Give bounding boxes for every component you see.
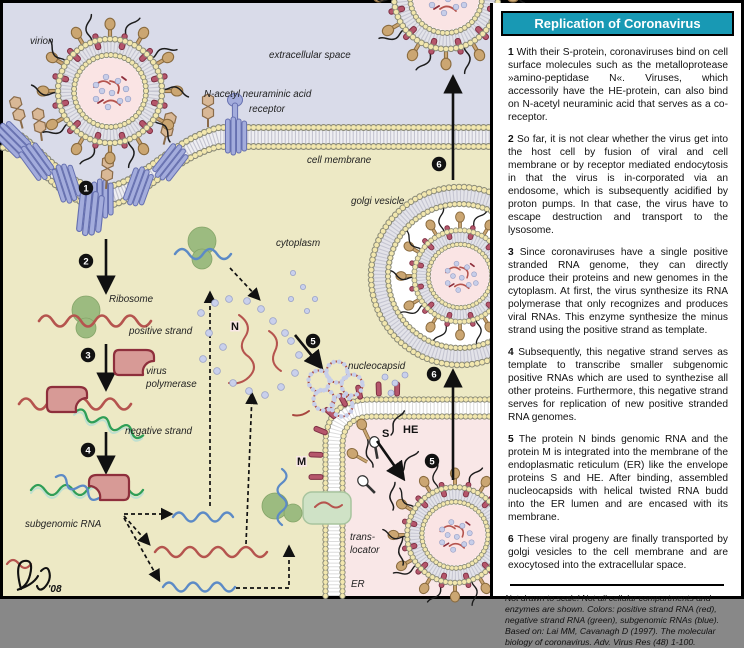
svg-text:6: 6: [431, 369, 437, 381]
footnote: [493, 593, 741, 648]
svg-text:5: 5: [429, 456, 435, 468]
svg-text:6: 6: [436, 159, 442, 171]
step-marker-2: [79, 254, 93, 268]
step-paragraph-1: 1 With their S-protein, coronaviruses bind on cell surface molecules such as the metalloprotease »amino-peptidase N«. Viruses, which accessorily have the HE-protein, can also bind on N-acetyl neuraminic acid that serves as a co-receptor.: [508, 47, 728, 123]
virus-polymerase-label-line1: virus: [146, 366, 167, 377]
steps-text: [493, 36, 741, 586]
svg-text:2: 2: [83, 256, 89, 268]
virus-polymerase-label-line2: polymerase: [146, 379, 197, 390]
translocator-label-line1: trans-: [350, 532, 376, 543]
step-paragraph-6: 6 These viral progeny are finally transported by golgi vesicles to the cell membrane and are exocytosed into the extracellular space.: [508, 534, 728, 571]
step-marker-1: [79, 181, 93, 195]
panel-title: Replication of Coronavirus: [501, 11, 734, 36]
svg-text:3: 3: [85, 350, 91, 362]
subgenomic-rna-label: subgenomic RNA: [25, 519, 102, 530]
step-marker-3: [81, 348, 95, 362]
ribosome-label: Ribosome: [109, 294, 154, 305]
virion-label: virion: [30, 36, 54, 47]
cell-membrane-label: cell membrane: [307, 155, 372, 166]
text-panel: [490, 3, 741, 648]
positive-strand-label: positive strand: [129, 326, 193, 337]
translocator-label-line2: locator: [350, 545, 380, 556]
cytoplasm-label: cytoplasm: [276, 238, 321, 249]
step-marker-6b: [432, 157, 446, 171]
svg-text:1: 1: [83, 183, 89, 195]
receptor-label-line2: receptor: [249, 104, 285, 115]
step-marker-6a: [427, 367, 441, 381]
step-paragraph-3: 3 Since coronaviruses have a single positive stranded RNA genome, they can directly produce their proteins and new genomes in the cytoplasm. At first, the virus synthesize its RNA polymerase that only recognizes and produces viral RNAs. This enzyme synthesize the minus strand using the positive strand as template.: [508, 247, 728, 336]
step-marker-4: [81, 443, 95, 457]
step-marker-5b: [425, 454, 439, 468]
footnote-scale-note: Not drawn to scale! Not all cellular compartments and enzymes are shown. Colors: positive strand RNA (red), negative strand RNA (green), subgenomic RNAs (blue).: [505, 593, 720, 625]
svg-text:5: 5: [310, 336, 316, 348]
svg-text:4: 4: [85, 445, 91, 457]
m-protein-label: M: [297, 456, 307, 468]
step-paragraph-2: 2 So far, it is not clear whether the virus get into the host cell by fusion of viral and cell membrane or by receptor mediated endocytosis in that the virus is in-corporated via an endosome, which is subsequently acidified by proton pumps. In that case, the virus have to escape destruction and transport to the lysosome.: [508, 134, 728, 236]
receptor-label-line1: N-acetyl neuraminic acid: [204, 89, 312, 100]
step-paragraph-5: 5 The protein N binds genomic RNA and the protein M is integrated into the membrane of the endoplasmatic reticulum (ER) like the envelope proteins S and HE. After binding, assembled nucleocapsids with helical twisted RNA budd into the ER lumen and are encased with its membrane.: [508, 434, 728, 523]
nucleocapsid-label: nucleocapsid: [348, 361, 406, 372]
er-label: ER: [351, 579, 365, 590]
negative-strand-label: negative strand: [125, 426, 192, 437]
extracellular-space-label: extracellular space: [269, 50, 351, 61]
svg-text:'08: '08: [48, 584, 62, 595]
golgi-vesicle-label: golgi vesicle: [351, 196, 405, 207]
coronavirus-replication-diagram: [3, 3, 490, 596]
n-protein-label: N: [231, 321, 239, 333]
step-marker-5a: [306, 334, 320, 348]
diagram-panel: [3, 3, 490, 596]
s-protein-label: S: [382, 428, 390, 440]
step-paragraph-4: 4 Subsequently, this negative strand serves as template to transcribe smaller subgenomic positive RNAs which are used to synthezise all other proteins. Furthermore, this negative strand serves for replication of new positive stranded RNA genomes.: [508, 347, 728, 423]
footnote-divider: [510, 584, 724, 586]
footnote-citation: Based on: Lai MM, Cavanagh D (1997). The molecular biology of coronavirus. Adv. Virus Res (48) 1-100.: [505, 626, 716, 648]
he-protein-label: HE: [403, 424, 419, 436]
